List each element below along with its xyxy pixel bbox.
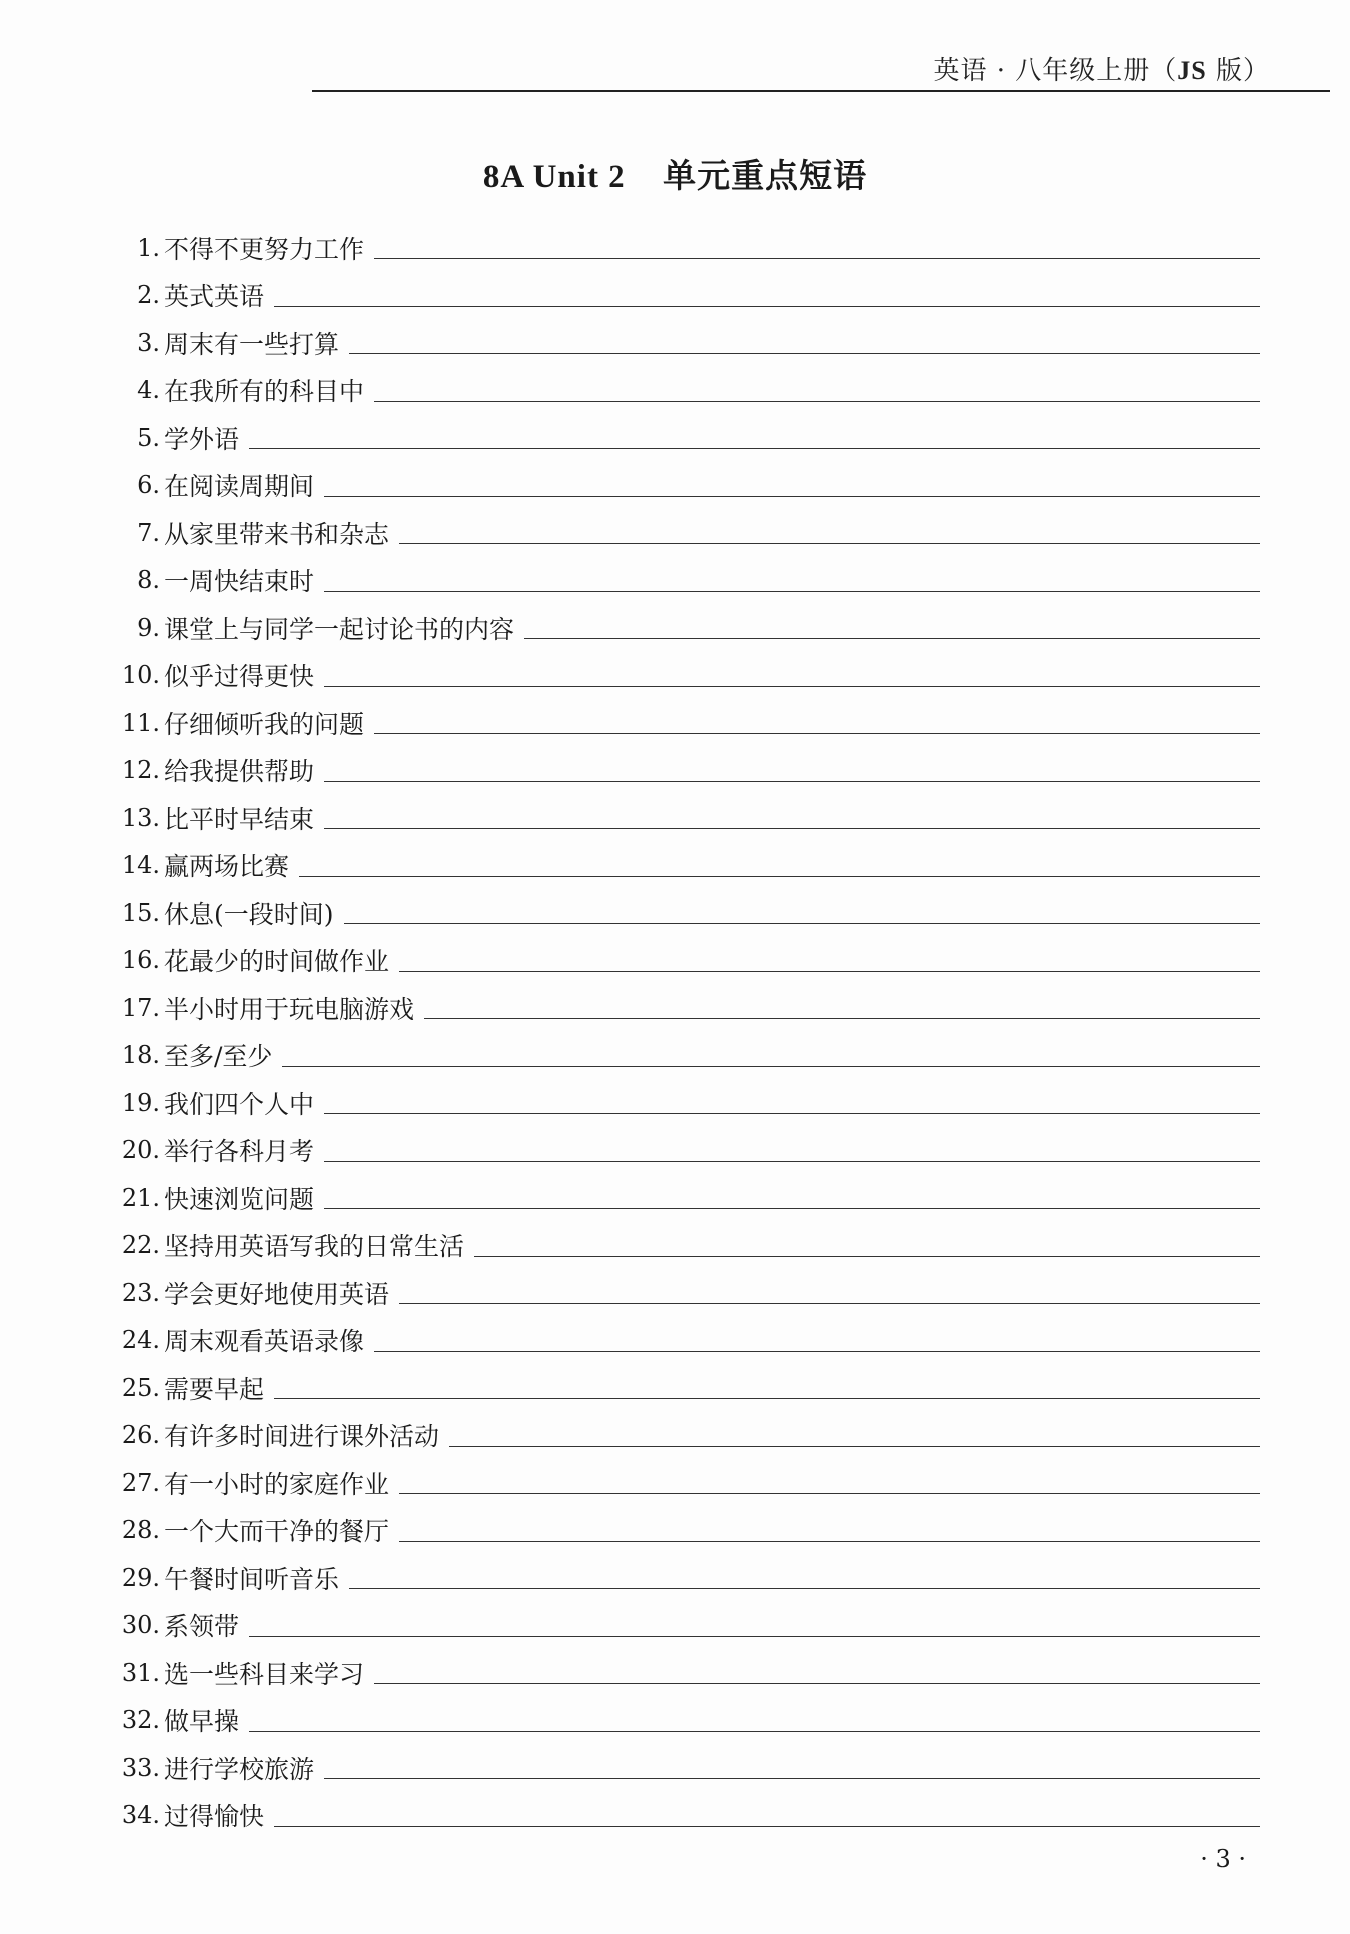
header-divider <box>312 90 1330 92</box>
phrase-item <box>0 1459 1350 1507</box>
answer-blank[interactable] <box>274 1804 1260 1827</box>
phrase-text: 学会更好地使用英语 <box>164 1279 390 1309</box>
phrase-item <box>0 1792 1350 1840</box>
phrase-text: 进行学校旅游 <box>164 1754 315 1784</box>
phrase-number: 19. <box>121 1088 160 1117</box>
answer-blank[interactable] <box>324 474 1260 497</box>
phrase-text: 半小时用于玩电脑游戏 <box>164 994 415 1024</box>
answer-blank[interactable] <box>474 1234 1260 1257</box>
phrase-number: 29. <box>121 1563 160 1592</box>
phrase-item <box>0 462 1350 510</box>
phrase-number: 4. <box>137 376 160 405</box>
phrase-number: 2. <box>137 281 160 310</box>
answer-blank[interactable] <box>399 949 1260 972</box>
phrase-text: 需要早起 <box>164 1374 265 1404</box>
phrase-number: 14. <box>121 851 160 880</box>
phrase-item <box>0 1079 1350 1127</box>
answer-blank[interactable] <box>299 854 1260 877</box>
phrase-text: 英式英语 <box>164 282 265 312</box>
phrase-text: 休息(一段时间) <box>164 899 334 929</box>
phrase-text: 举行各科月考 <box>164 1137 315 1167</box>
answer-blank[interactable] <box>344 901 1260 924</box>
phrase-item <box>0 652 1350 700</box>
phrase-item <box>0 1649 1350 1697</box>
phrase-number: 17. <box>121 993 160 1022</box>
phrase-text: 坚持用英语写我的日常生活 <box>164 1232 465 1262</box>
phrase-number: 15. <box>121 898 160 927</box>
phrase-text: 至多/至少 <box>164 1042 273 1072</box>
phrase-item <box>0 367 1350 415</box>
phrase-number: 24. <box>121 1326 160 1355</box>
phrase-number: 30. <box>121 1611 160 1640</box>
title-topic: 单元重点短语 <box>663 156 868 195</box>
phrase-number: 18. <box>121 1041 160 1070</box>
answer-blank[interactable] <box>282 1044 1260 1067</box>
phrase-text: 赢两场比赛 <box>164 852 290 882</box>
phrase-number: 13. <box>121 803 160 832</box>
phrase-number: 28. <box>121 1516 160 1545</box>
page-title <box>0 150 1350 197</box>
phrase-item <box>0 794 1350 842</box>
phrase-text: 系领带 <box>164 1612 240 1642</box>
phrase-text: 课堂上与同学一起讨论书的内容 <box>164 614 515 644</box>
phrase-item <box>0 557 1350 605</box>
phrase-number: 34. <box>121 1801 160 1830</box>
phrase-number: 8. <box>137 566 160 595</box>
answer-blank[interactable] <box>324 1756 1260 1779</box>
answer-blank[interactable] <box>374 1329 1260 1352</box>
phrase-item <box>0 1554 1350 1602</box>
phrase-number: 3. <box>137 328 160 357</box>
phrase-item <box>0 1412 1350 1460</box>
phrase-text: 从家里带来书和杂志 <box>164 519 390 549</box>
phrase-text: 在我所有的科目中 <box>164 377 365 407</box>
answer-blank[interactable] <box>374 379 1260 402</box>
answer-blank[interactable] <box>324 806 1260 829</box>
phrase-item <box>0 1364 1350 1412</box>
phrase-item <box>0 319 1350 367</box>
phrase-text: 花最少的时间做作业 <box>164 947 390 977</box>
answer-blank[interactable] <box>399 1281 1260 1304</box>
phrase-text: 我们四个人中 <box>164 1089 315 1119</box>
phrase-text: 选一些科目来学习 <box>164 1659 365 1689</box>
answer-blank[interactable] <box>399 1519 1260 1542</box>
answer-blank[interactable] <box>349 331 1260 354</box>
phrase-text: 午餐时间听音乐 <box>164 1564 340 1594</box>
phrase-text: 似乎过得更快 <box>164 662 315 692</box>
answer-blank[interactable] <box>324 569 1260 592</box>
phrase-item <box>0 699 1350 747</box>
phrase-item <box>0 1744 1350 1792</box>
answer-blank[interactable] <box>249 426 1260 449</box>
answer-blank[interactable] <box>424 996 1260 1019</box>
phrase-text: 学外语 <box>164 424 240 454</box>
phrase-text: 一个大而干净的餐厅 <box>164 1517 390 1547</box>
phrase-text: 过得愉快 <box>164 1802 265 1832</box>
phrase-list <box>0 224 1350 1839</box>
page-number: · 3 · <box>1200 1845 1246 1873</box>
answer-blank[interactable] <box>249 1614 1260 1637</box>
answer-blank[interactable] <box>324 1139 1260 1162</box>
phrase-item <box>0 747 1350 795</box>
phrase-text: 做早操 <box>164 1707 240 1737</box>
answer-blank[interactable] <box>274 1376 1260 1399</box>
phrase-number: 9. <box>137 613 160 642</box>
phrase-number: 31. <box>121 1658 160 1687</box>
phrase-number: 11. <box>121 708 160 737</box>
phrase-item <box>0 1269 1350 1317</box>
phrase-number: 32. <box>121 1706 160 1735</box>
answer-blank[interactable] <box>274 284 1260 307</box>
phrase-number: 27. <box>121 1468 160 1497</box>
phrase-item <box>0 1174 1350 1222</box>
phrase-item <box>0 1507 1350 1555</box>
phrase-text: 有一小时的家庭作业 <box>164 1469 390 1499</box>
phrase-text: 有许多时间进行课外活动 <box>164 1422 440 1452</box>
phrase-text: 周末有一些打算 <box>164 329 340 359</box>
header-subject: 英语 · 八年级上册（ <box>933 56 1178 86</box>
phrase-text: 一周快结束时 <box>164 567 315 597</box>
phrase-number: 33. <box>121 1753 160 1782</box>
phrase-text: 周末观看英语录像 <box>164 1327 365 1357</box>
answer-blank[interactable] <box>324 664 1260 687</box>
phrase-item <box>0 1697 1350 1745</box>
phrase-item <box>0 509 1350 557</box>
phrase-number: 21. <box>121 1183 160 1212</box>
phrase-number: 23. <box>121 1278 160 1307</box>
answer-blank[interactable] <box>399 1471 1260 1494</box>
answer-blank[interactable] <box>324 1186 1260 1209</box>
phrase-item <box>0 1032 1350 1080</box>
phrase-text: 给我提供帮助 <box>164 757 315 787</box>
phrase-number: 10. <box>121 661 160 690</box>
answer-blank[interactable] <box>324 1091 1260 1114</box>
running-header <box>933 50 1270 87</box>
phrase-item <box>0 1602 1350 1650</box>
phrase-item <box>0 1317 1350 1365</box>
phrase-number: 25. <box>121 1373 160 1402</box>
phrase-number: 16. <box>121 946 160 975</box>
phrase-item <box>0 1222 1350 1270</box>
phrase-number: 26. <box>121 1421 160 1450</box>
phrase-item <box>0 937 1350 985</box>
answer-blank[interactable] <box>374 1661 1260 1684</box>
phrase-number: 6. <box>137 471 160 500</box>
answer-blank[interactable] <box>374 711 1260 734</box>
phrase-item <box>0 224 1350 272</box>
answer-blank[interactable] <box>399 521 1260 544</box>
phrase-text: 比平时早结束 <box>164 804 315 834</box>
title-unit: 8A Unit 2 <box>482 159 626 195</box>
answer-blank[interactable] <box>524 616 1260 639</box>
phrase-item <box>0 414 1350 462</box>
phrase-item <box>0 889 1350 937</box>
answer-blank[interactable] <box>349 1566 1260 1589</box>
phrase-number: 7. <box>137 518 160 547</box>
header-edition: JS <box>1177 56 1207 85</box>
phrase-number: 22. <box>121 1231 160 1260</box>
phrase-item <box>0 842 1350 890</box>
phrase-number: 20. <box>121 1136 160 1165</box>
phrase-number: 1. <box>137 233 160 262</box>
phrase-item <box>0 984 1350 1032</box>
answer-blank[interactable] <box>449 1424 1260 1447</box>
phrase-number: 5. <box>137 423 160 452</box>
phrase-number: 12. <box>121 756 160 785</box>
phrase-item <box>0 272 1350 320</box>
answer-blank[interactable] <box>324 759 1260 782</box>
answer-blank[interactable] <box>249 1709 1260 1732</box>
answer-blank[interactable] <box>374 236 1260 259</box>
phrase-item <box>0 1127 1350 1175</box>
phrase-text: 快速浏览问题 <box>164 1184 315 1214</box>
phrase-text: 不得不更努力工作 <box>164 234 365 264</box>
phrase-item <box>0 604 1350 652</box>
phrase-text: 仔细倾听我的问题 <box>164 709 365 739</box>
header-tail: 版） <box>1206 56 1270 86</box>
phrase-text: 在阅读周期间 <box>164 472 315 502</box>
